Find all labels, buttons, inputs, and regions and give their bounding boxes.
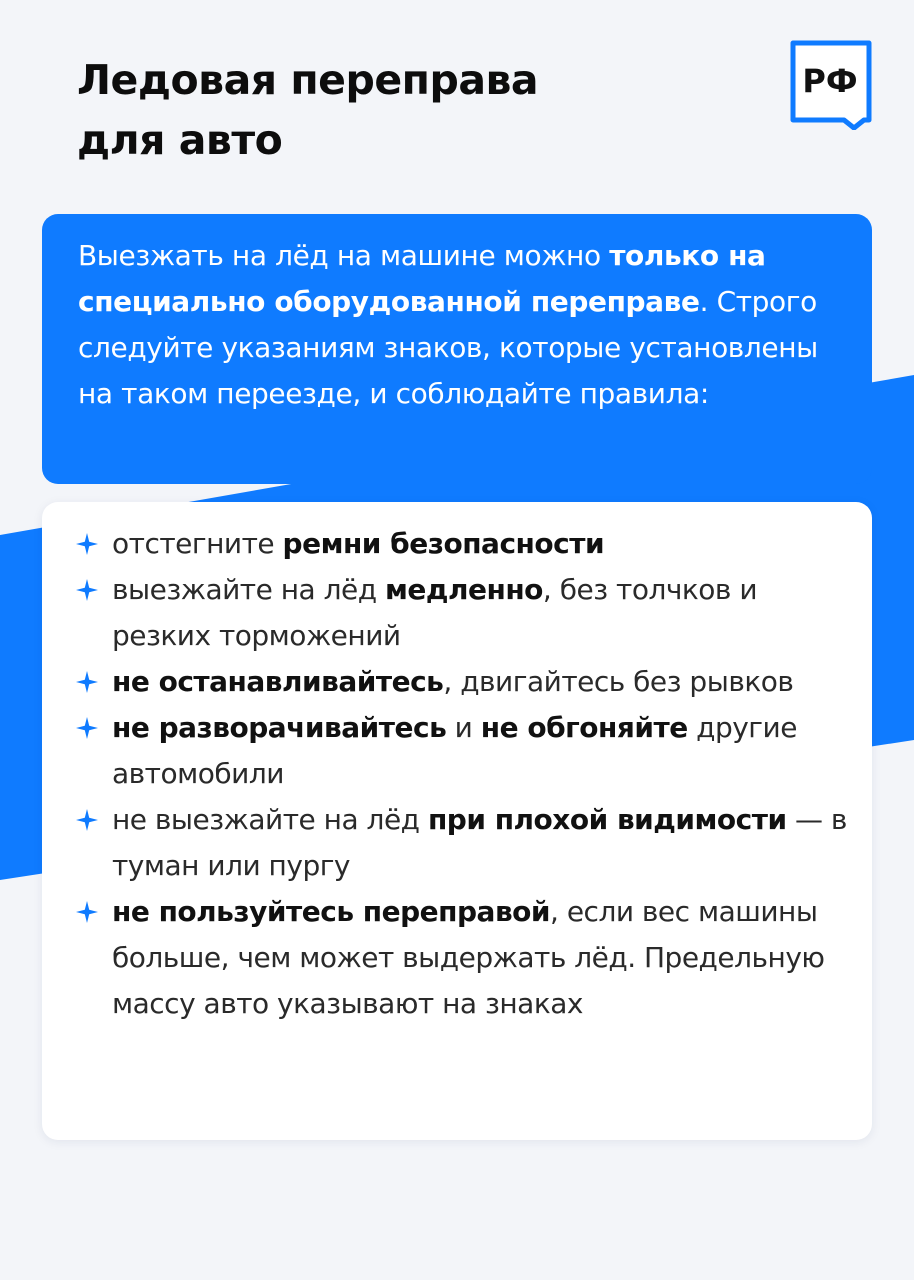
rule-emphasis-2: ремни безопасности <box>282 527 605 560</box>
rule-text-2: — в туман или пургу <box>112 803 847 882</box>
sparkle-icon <box>76 809 98 831</box>
rule-emphasis-2: медленно <box>385 573 543 606</box>
rule-text: отстегните <box>112 527 283 560</box>
rule-emphasis: не останавливайтесь <box>112 665 444 698</box>
title-line-1: Ледовая переправа <box>77 56 539 104</box>
rule-text: выезжайте на лёд <box>112 573 385 606</box>
rule-emphasis: не пользуйтесь переправой <box>112 895 551 928</box>
rule-item <box>72 567 852 659</box>
intro-text-end: . Строго следуйте указаниям знаков, которые установлены на таком переезде, и соблюдайте правила: <box>78 285 818 410</box>
rule-text-2: , без толчков и резких торможений <box>112 573 758 652</box>
sparkle-icon <box>76 533 98 555</box>
title-line-2: для авто <box>77 116 283 164</box>
rule-text: , если вес машины больше, чем может выдержать лёд. Предельную массу авто указывают на знаках <box>112 895 825 1020</box>
sparkle-icon <box>76 671 98 693</box>
sparkle-icon <box>76 901 98 923</box>
rule-text: и <box>446 711 481 744</box>
sparkle-icon <box>76 717 98 739</box>
rule-item <box>72 659 852 705</box>
rule-text: , двигайтесь без рывков <box>443 665 794 698</box>
intro-card <box>42 214 872 484</box>
intro-emphasis: только на специально оборудованной переправе <box>78 239 766 318</box>
intro-text: Выезжать на лёд на машине можно <box>78 239 610 272</box>
page-title <box>77 50 538 170</box>
logo-text: РФ <box>802 62 858 100</box>
rule-item <box>72 889 852 1027</box>
rule-item <box>72 797 852 889</box>
rules-card <box>42 502 872 1140</box>
rule-emphasis: не разворачивайтесь <box>112 711 447 744</box>
rule-emphasis-2: не обгоняйте <box>480 711 688 744</box>
rule-item <box>72 521 852 567</box>
rule-text: не выезжайте на лёд <box>112 803 428 836</box>
rule-emphasis-2: при плохой видимости <box>427 803 787 836</box>
sparkle-icon <box>76 579 98 601</box>
rule-text-2: другие автомобили <box>112 711 797 790</box>
rule-item <box>72 705 852 797</box>
rf-logo <box>790 40 874 130</box>
